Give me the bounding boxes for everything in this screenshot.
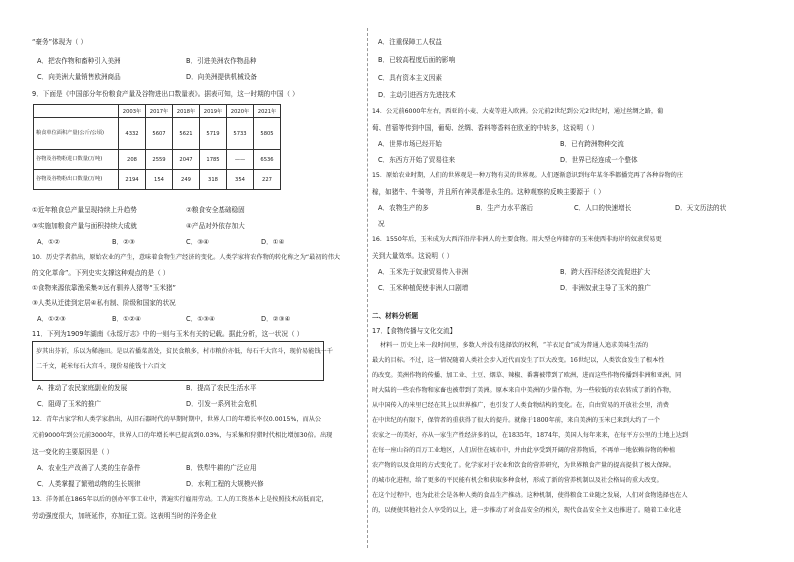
q14-stem-2: 萄、苜蓿等传到中国，葡萄、丝绸、香料等香料在欧亚的中转多，这说明（ ） — [372, 124, 599, 132]
q13-option-d: D．主动引进西方先进技术 — [378, 91, 456, 99]
material-line: 农家之一的美好，亦从一家生产性经济多的以，在1835年，1874年，美国人每年来来，在每平方公里的土地上达到 — [372, 432, 689, 439]
q11-option-b: B．提高了农民生活水平 — [186, 384, 257, 392]
q15-stem-1: 15．原始农业时期，人们的世界观是一种万物有灵的世界观。人们逐渐意识到每年某冬季都播完再了各种谷物的庄 — [372, 172, 684, 179]
q14-option-b: B．已有跨洲物种交流 — [560, 140, 624, 148]
table-cell: 4332 — [119, 118, 146, 150]
q11-source-line-1: 岁其出芬祈，乐以为稀施田。是以若播菜盖处，贫民食粮多，村市粮价亦低，每石千大宫斗，现价易能钱一千 — [36, 348, 333, 355]
table-cell: 2559 — [146, 150, 173, 170]
table-corner-cell — [34, 105, 119, 118]
q10-option-c: C．①③④ — [186, 315, 215, 323]
q14-stem-1: 14．公元前6000年左右，西亚的小麦、大麦等进入欧洲。公元前2世纪到公元2世纪时，通过丝绸之路，葡 — [372, 108, 664, 115]
q15-option-b: B．生产力水平落后 — [476, 204, 534, 212]
q8-stem-tail: “豪务”体现为（ ） — [32, 38, 88, 46]
q10-items-2: ③人类从迁徙到定居④私有制、阶级和国家的状况 — [32, 299, 176, 307]
q14-option-a: A．世界市场已经开始 — [378, 140, 442, 148]
q16-option-d: D．非洲奴隶主导了玉米的推广 — [560, 284, 651, 292]
q10-option-b: B．①②④ — [112, 315, 141, 323]
q8-option-d: D．向美洲提供机械设备 — [186, 73, 258, 81]
table-cell: 5733 — [227, 118, 254, 150]
q9-option-c: C．③④ — [186, 238, 210, 246]
q15-stem-2: 稼，如猪牛、牛骑等，并且所有神灵都是永生的。这种观察的反映主要源于（ ） — [372, 188, 605, 196]
q11-stem: 11．下列为1909年湖南《永绥厅志》中的一则与玉米有关的记载。据此分析，这一状况（ ） — [32, 330, 304, 338]
material-line: 在这个过程中，也为此社会是各种人类的食品生产推动。这种机制，使得粮食工业随之发展，人们对食物选择也在人 — [372, 492, 688, 499]
table-row-label: 谷物及谷物粉出口数量(万吨) — [34, 170, 119, 190]
q16-option-c: C．玉米种植促使非洲人口剧增 — [378, 284, 469, 292]
table-cell: 1785 — [200, 150, 227, 170]
q9-option-a: A．①② — [37, 238, 60, 246]
table-cell: 354 — [227, 170, 254, 190]
q9-item-2: ②粮食安全基础稳固 — [186, 206, 245, 214]
q15-option-d-wrap: 况 — [378, 220, 385, 228]
table-cell: 2047 — [173, 150, 200, 170]
material-line: 从中国传入的米里已经在其上以世界推广，也引发了人类食物结构的变化。在，自由贸易的开放社会里，消费 — [372, 402, 669, 409]
material-line: 在中世纪的有限下，保管者的重获得了很大的提升。就像于1800年前，来自美洲的玉米已来到大约了一个 — [372, 417, 660, 424]
table-cell: 5719 — [200, 118, 227, 150]
q10-items-1: ①食物来源依靠渔采集②远有驯养人猪等“玉米猪” — [32, 284, 176, 292]
table-row-label: 谷物及谷物粉进口数量(万吨) — [34, 150, 119, 170]
q9-item-1: ①近年粮食总产量呈现持续上升趋势 — [32, 206, 137, 214]
q15-option-c: C．人口的快速增长 — [574, 204, 632, 212]
q10-stem-1: 10．历史学者指出，原始农业的产生，意味着食物生产经济的变化。人类学家将农作物的转化称之为“最初的伟大 — [32, 254, 341, 261]
table-cell: 5621 — [173, 118, 200, 150]
table-cell: 318 — [200, 170, 227, 190]
q11-option-a: A．推动了农民家庭副业的发展 — [37, 384, 128, 392]
table-year-header: 2019年 — [200, 105, 227, 118]
table-header-row — [34, 105, 281, 118]
q8-option-b: B．引进美洲农作物品种 — [186, 57, 257, 65]
material-line: 的，以便使其他社会人享受的以上，进一步推动了对食品安全的相关，现代食品安全主义也推进了。随着工业化进 — [372, 507, 682, 514]
grain-data-table — [33, 104, 281, 190]
material-line: 最大的目标。不过，这一情况随着人类社会步入近代而发生了巨大改变。16世纪以，人类饮食发生了根本性 — [372, 357, 665, 364]
column-divider — [367, 28, 368, 548]
q13-option-a: A．注重保障工人权益 — [378, 38, 442, 46]
table-cell: 5607 — [146, 118, 173, 150]
q12-stem-3: 这一变化的主要原因是（ ） — [32, 448, 114, 456]
q13-stem-2: 劳动强度很大，加班延作，亦加征工资。这表明当时的洋务企业 — [32, 512, 217, 520]
q9-item-4: ④产品对外依存加大 — [186, 222, 245, 230]
table-cell: 249 — [173, 170, 200, 190]
q16-option-a: A．玉米先于奴隶贸易传入非洲 — [378, 268, 469, 276]
q16-option-b: B．跨大西洋经济交流促进扩大 — [560, 268, 651, 276]
table-row — [34, 170, 281, 190]
section-title: 二、材料分析题 — [372, 312, 419, 320]
q11-source-box — [32, 341, 324, 381]
q9-item-3: ③实施加粮食产量与面积持续大成就 — [32, 222, 137, 230]
q9-stem: 9．下面是《中国部分年份粮食产量及谷物进出口数量表》。据表可知，这一时期的中国（ ） — [32, 90, 299, 98]
q12-option-d: D．水利工程的大规模兴修 — [186, 480, 264, 488]
q12-option-b: B．铁犁牛耕的广泛应用 — [186, 464, 257, 472]
table-cell: 227 — [254, 170, 281, 190]
q16-stem-2: 关到大量效率。这说明（ ） — [372, 252, 454, 260]
table-year-header: 2003年 — [119, 105, 146, 118]
table-cell: 5805 — [254, 118, 281, 150]
material-line: 的改变。美洲作物的传播、加工业、土豆、烟草、辣椒、番薯被带到了欧洲，进而这些作物传播到非洲和亚洲，同 — [372, 372, 682, 379]
q10-option-a: A．①②③ — [37, 315, 66, 323]
q9-option-d: D．①④ — [261, 238, 285, 246]
q15-option-d: D．天文历法的状 — [675, 204, 727, 212]
q8-option-c: C．向美洲大量销售欧洲商品 — [37, 73, 121, 81]
q12-option-c: C．人类掌握了繁殖动物的生长规律 — [37, 480, 141, 488]
q10-option-d: D．②③④ — [261, 315, 291, 323]
q11-source-line-2: 二千文，耗米每石大宫斗，现价易能钱十六百文 — [36, 363, 166, 370]
q14-option-c: C．东西方开始了贸易往来 — [378, 156, 456, 164]
q13-option-c: C．具有资本主义因素 — [378, 74, 442, 82]
q13-option-b: B．已较高程度后面的影响 — [378, 56, 456, 64]
table-row-label: 粮食单位面积产量(公斤/公顷) — [34, 118, 119, 150]
material-line: 农产物的以及食用的方式变化了。化学家对于农业和饮食的营养研究，为世界粮食产量的提高提供了极大保障。 — [372, 462, 676, 469]
q9-option-b: B．②③ — [112, 238, 135, 246]
table-year-header: 2017年 — [146, 105, 173, 118]
q12-stem-2: 元前9000年到公元前3000年，世界人口的年增长率已提高到0.03%，与采集和狩猎时代相比增加30倍。出现 — [32, 432, 333, 439]
material-line: 材料一 历史上米一段时间里，多数人并没有选择饮的权利，“羊衣足食”成为普通人追求美味生活的 — [380, 342, 649, 349]
q16-stem-1: 16．1550年后，玉米成为大西洋沿岸非洲人的主要食物。用大型仓库储存的玉米使西非海岸的奴隶贸易更 — [372, 236, 662, 243]
q15-option-a: A．农物生产的多 — [378, 204, 429, 212]
material-line: 在每一座山谷的百万工业地区，人们居住在城市中，并由此享受到开阔的营养物质，不再单一地依赖谷物的种植 — [372, 447, 676, 454]
table-cell: 2194 — [119, 170, 146, 190]
table-cell: 154 — [146, 170, 173, 190]
material-line: 时大陆的一些农作物和家畜也被带到了美洲。原本来自中美洲的少量作物，为一些较低的农农转成了新的作物， — [372, 387, 676, 394]
q12-stem-1: 12．青年古家学和人类学家指出，从旧石器时代的早期时期中，世界人口的年增长率仅0.0015%，而从公 — [32, 416, 322, 423]
table-cell: 208 — [119, 150, 146, 170]
table-cell: —— — [227, 150, 254, 170]
q8-option-a: A．把农作物和畜种引入美洲 — [37, 57, 121, 65]
table-year-header: 2018年 — [173, 105, 200, 118]
q11-option-d: D．引发一系列社会危机 — [186, 400, 258, 408]
table-cell: 6536 — [254, 150, 281, 170]
q10-stem-2: 的文化革命”。下列史实支撑这种观点的是（ ） — [32, 269, 170, 277]
q11-option-c: C．阻碍了玉米的推广 — [37, 400, 101, 408]
table-year-header: 2021年 — [254, 105, 281, 118]
q17-title: 17．【食物传播与文化交流】 — [372, 327, 457, 335]
table-row — [34, 118, 281, 150]
table-year-header: 2020年 — [227, 105, 254, 118]
q12-option-a: A．农业生产改善了人类的生存条件 — [37, 464, 141, 472]
q13-stem-1: 13．洋务派在1865年以后的创办军事工业中，普遍实行雇用劳动。工人的工资基本上是按照技术高低而定， — [32, 496, 328, 503]
q14-option-d: D．世界已经连成一个整体 — [560, 156, 638, 164]
table-row — [34, 150, 281, 170]
material-line: 的城市化进程，给了更多的平民能有机会和获取多种食材，形成了新的营养机制以及社会格局的重大改变。 — [372, 477, 663, 484]
